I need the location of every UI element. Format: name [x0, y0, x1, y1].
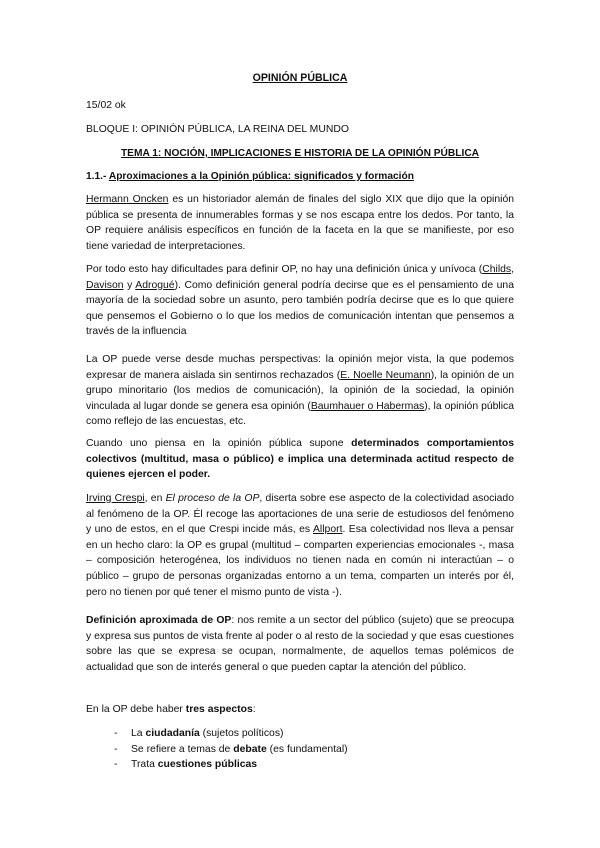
paragraph-crespi — [86, 491, 514, 600]
bold-text: debate — [233, 743, 267, 755]
paragraph-definition-difficulty — [86, 262, 514, 340]
separator-text: , — [511, 264, 514, 275]
subsection-heading — [86, 169, 414, 185]
paragraph-text: ), la opinión de un grupo minoritario (los medios de comunicación), la opinión de la sociedad, la opinión vinculada al lugar donde se genera esa opinión ( — [86, 369, 515, 412]
paragraph-text: Cuando uno piensa en la opinión pública supone — [86, 438, 352, 449]
list-text: Se refiere a temas de — [131, 743, 234, 755]
bold-text: determinados comportamientos colectivos (multitud, masa o público) e implica una determinada actitud respecto de quienes ejercen el poder. — [86, 438, 514, 481]
list-text: La — [131, 728, 146, 739]
paragraph-text: La OP puede verse desde muchas perspectivas: la opinión mejor vista, la que podemos expresar de manera aislada sin sentirnos rechazados ( — [86, 354, 514, 381]
paragraph-text: , diserta sobre ese aspecto de la colectividad asociado al fenómeno de la OP. Él recoge las aportaciones de una serie de estudiosos del fenómeno y uno de estos, en el que Crespi incide más, es — [86, 493, 514, 536]
paragraph-text: Por todo esto hay dificultades para definir OP, no hay una definición única y unívoca ( — [86, 264, 483, 275]
bold-text: Definición aproximada de OP — [86, 615, 232, 626]
author-ref-allport: Allport — [313, 524, 343, 536]
paragraph-text: es un historiador alemán de finales del siglo XIX que dijo que la opinión pública se presenta de innumerables formas y se nos escapa entre los dedos. Por tanto, la OP requiere análisis específicos en función de la faceta en la que se manifieste, por eso tiene variedad de interpretaciones. — [86, 194, 514, 252]
paragraph-text: : nos remite a un sector del público (sujeto) que se preocupa y expresa sus puntos de vista frente al poder o al resto de la sociedad y que esas cuestiones sobre las que se expresa se ocupan, normalmente, de aquellos temas polémicos de actualidad que son de interés general o que pueden captar la atención del público. — [86, 615, 515, 673]
paragraph-text: : — [252, 704, 256, 715]
list-dash: - — [114, 759, 118, 771]
paragraph-oncken — [86, 192, 514, 254]
bold-text: cuestiones públicas — [157, 759, 258, 771]
paragraph-collective-behaviour — [86, 436, 514, 483]
topic-heading: TEMA 1: NOCIÓN, IMPLICACIONES E HISTORIA DE LA OPINIÓN PÚBLICA — [120, 148, 480, 159]
subsection-title: Aproximaciones a la Opinión pública: significados y formación — [108, 171, 414, 182]
paragraph-approx-definition — [86, 613, 514, 675]
list-item — [86, 742, 348, 758]
author-ref-baumhauer-habermas: Baumhauer o Habermas — [310, 400, 425, 412]
paragraph-text: ). Como definición general podría decirse que es el pensamiento de una mayoría de la sociedad sobre un asunto, pero también podría decirse que es lo que quiere que pensemos el Gobierno o lo que los medios de comunicación intentan que pensemos a través de la influencia — [86, 279, 514, 338]
list-dash: - — [114, 743, 118, 755]
list-dash: - — [114, 728, 118, 739]
author-name: Hermann Oncken — [86, 194, 169, 205]
author-ref-noelle-neumann: E. Noelle Neumann — [340, 369, 431, 381]
aspects-list — [86, 726, 348, 773]
bold-text: tres aspectos — [185, 704, 253, 715]
aspects-intro — [86, 702, 256, 718]
author-name: Irving Crespi — [86, 493, 145, 504]
separator-text: y — [123, 279, 136, 291]
paragraph-text: ), la opinión pública como reflejo de las encuestas, etc. — [86, 400, 514, 428]
list-item — [86, 757, 348, 773]
paragraph-perspectives — [86, 352, 514, 430]
list-text: (es fundamental) — [266, 743, 348, 755]
bold-text: ciudadanía — [145, 728, 200, 739]
list-text: (sujetos políticos) — [199, 728, 284, 739]
list-item — [86, 726, 348, 742]
paragraph-text: , en — [144, 493, 166, 504]
list-text: Trata — [131, 759, 158, 771]
author-ref-davison: Davison — [86, 279, 124, 291]
date-note: 15/02 ok — [86, 100, 126, 111]
paragraph-text: En la OP debe haber — [86, 704, 186, 715]
paragraph-text: . Esa colectividad nos lleva a pensar en un hecho claro: la OP es grupal (multitud – comparten experiencias emocionales -, masa – composición heterogénea, los individuos no tienen nada en común ni interactúan – o público – grupo de personas organizadas entorno a un tema, comparten un interés por él, pero no tienen por qué tener el mismo punto de vista -). — [86, 524, 514, 598]
author-ref-adrogue: Adrogué — [135, 279, 175, 291]
block-heading: BLOQUE I: OPINIÓN PÚBLICA, LA REINA DEL MUNDO — [86, 124, 349, 135]
subsection-number: 1.1.- — [86, 171, 107, 182]
author-ref-childs: Childs — [482, 264, 512, 275]
document-title: OPINIÓN PÚBLICA — [252, 72, 348, 84]
book-title: El proceso de la OP — [165, 493, 260, 504]
